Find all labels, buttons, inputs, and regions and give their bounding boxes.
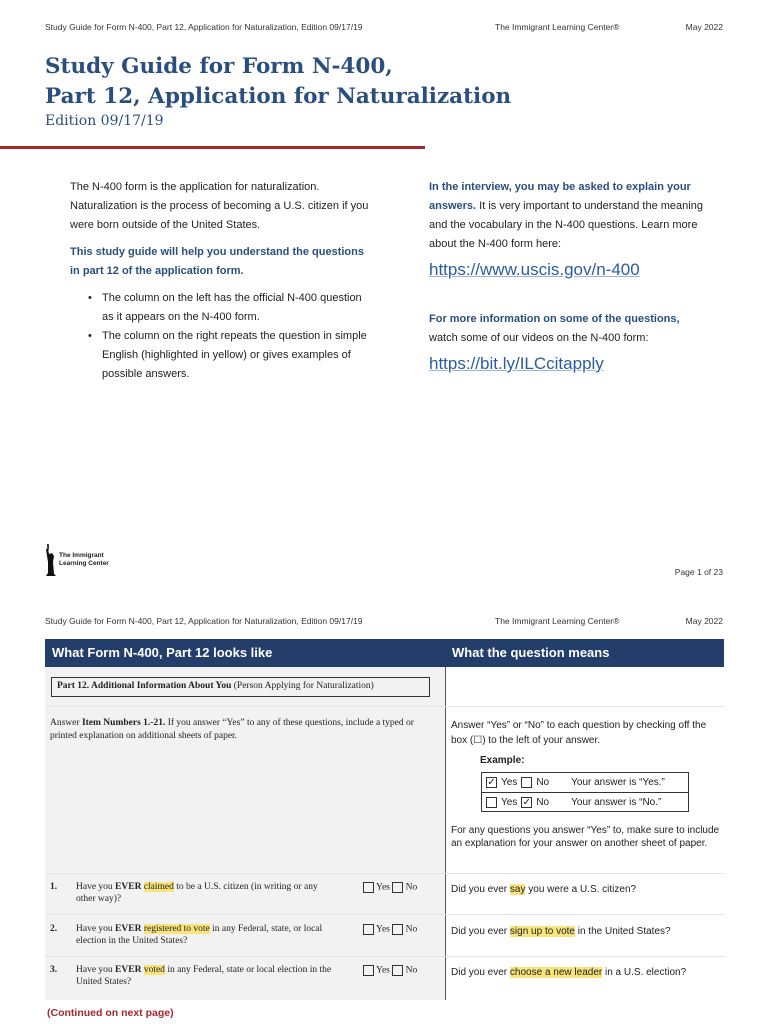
- question-number: 3.: [50, 965, 58, 975]
- yes-checkbox[interactable]: [363, 965, 374, 976]
- example-no-label: No: [536, 796, 550, 808]
- yes-label: Yes: [376, 965, 390, 976]
- question-number: 2.: [50, 924, 58, 934]
- table-header: [45, 639, 724, 667]
- example-label: Example:: [480, 755, 525, 766]
- yes-no-options: [363, 882, 417, 894]
- explanation-note: For any questions you answer “Yes” to, make sure to include an explanation for your answer on another sheet of paper.: [451, 825, 720, 849]
- interview-paragraph: [429, 178, 724, 254]
- header-date: May 2022: [685, 616, 723, 626]
- highlighted-term: voted: [143, 965, 165, 975]
- logo-line-2: Learning Center: [59, 560, 109, 567]
- column-divider: [445, 667, 446, 1000]
- part-title-rest: (Person Applying for Naturalization): [231, 681, 374, 691]
- intro-highlight: This study guide will help you understand the questions in part 12 of the application form.: [70, 246, 364, 277]
- interview-rest: It is very important to understand the meaning and the vocabulary in the N-400 questions. Learn more about the N-400 form here:: [429, 200, 703, 250]
- header-doc-title: Study Guide for Form N-400, Part 12, Application for Naturalization, Edition 09/17/19: [45, 22, 363, 32]
- yes-label: Yes: [376, 882, 390, 893]
- yes-checkbox[interactable]: [363, 924, 374, 935]
- checkbox-checked-icon: ✓: [522, 796, 532, 808]
- row-separator: [45, 914, 724, 915]
- example-yes-label: Yes: [501, 776, 518, 788]
- ilc-video-link[interactable]: https://bit.ly/ILCcitapply: [429, 354, 604, 373]
- example-yes-label: Yes: [501, 796, 518, 808]
- example-answer: Your answer is “Yes.”: [571, 776, 665, 788]
- no-label: No: [405, 924, 418, 935]
- instr-pre: Answer: [50, 718, 82, 728]
- videos-rest: watch some of our videos on the N-400 form:: [429, 332, 649, 344]
- yes-label: Yes: [376, 924, 390, 935]
- no-label: No: [405, 965, 418, 976]
- bullet-item: • The column on the right repeats the question in simple English (highlighted in yellow) or gives examples of possible answers.: [88, 327, 370, 384]
- logo-text: [59, 552, 109, 568]
- row-separator: [45, 706, 724, 707]
- title-line-1: Study Guide for Form N-400,: [45, 54, 393, 79]
- instructions-simple: Answer “Yes” or “No” to each question by checking off the box (☐) to the left of your answer.: [451, 720, 707, 746]
- no-label: No: [405, 882, 418, 893]
- question-meaning: Did you ever sign up to vote in the United States?: [451, 926, 671, 937]
- intro-left-column: [70, 178, 370, 384]
- document-title: [45, 52, 511, 112]
- column-header-meaning: What the question means: [452, 645, 610, 660]
- yes-checkbox[interactable]: [363, 882, 374, 893]
- question-meaning: Did you ever choose a new leader in a U.S. election?: [451, 967, 687, 978]
- question-text: Have you EVER registered to vote in any Federal, state, or local election in the United States?: [76, 924, 323, 946]
- highlighted-term: say: [509, 884, 526, 895]
- highlighted-term: claimed: [143, 882, 174, 892]
- checkbox-icon: [486, 797, 497, 808]
- example-answer: Your answer is “No.”: [571, 796, 662, 808]
- intro-right-column: [429, 178, 724, 376]
- no-checkbox[interactable]: [392, 924, 403, 935]
- logo-line-1: The Immigrant: [59, 552, 104, 559]
- page-number: Page 1 of 23: [674, 567, 723, 577]
- question-text: Have you EVER voted in any Federal, state or local election in the United States?: [76, 965, 332, 987]
- checkbox-icon: [521, 777, 532, 788]
- no-checkbox[interactable]: [392, 965, 403, 976]
- instr-bold: Item Numbers 1.-21.: [81, 718, 166, 728]
- question-meaning: Did you ever say you were a U.S. citizen?: [451, 884, 637, 895]
- checkbox-checked-icon: ✓: [487, 776, 496, 788]
- header-date: May 2022: [685, 22, 723, 32]
- highlighted-term: choose a new leader: [509, 967, 603, 978]
- yes-no-options: [363, 924, 417, 936]
- videos-bold: For more information on some of the questions,: [429, 313, 680, 325]
- question-number: 1.: [50, 882, 58, 892]
- intro-paragraph: The N-400 form is the application for naturalization. Naturalization is the process of becoming a U.S. citizen if you were born outside of the United States.: [70, 181, 369, 231]
- part-title-bold: Part 12. Additional Information About You: [57, 681, 232, 691]
- header-org: The Immigrant Learning Center®: [495, 616, 620, 626]
- highlighted-term: registered to vote: [143, 924, 210, 934]
- highlighted-term: sign up to vote: [509, 926, 575, 937]
- column-header-form: What Form N-400, Part 12 looks like: [52, 645, 273, 660]
- statue-of-liberty-icon: [45, 544, 57, 576]
- header-doc-title: Study Guide for Form N-400, Part 12, Application for Naturalization, Edition 09/17/19: [45, 616, 363, 626]
- example-row-no: [486, 793, 661, 811]
- bullet-item: • The column on the left has the official N-400 question as it appears on the N-400 form.: [88, 289, 370, 327]
- row-separator: [45, 873, 724, 874]
- title-line-2: Part 12, Application for Naturalization: [45, 84, 512, 109]
- instr-rest: If you answer “Yes” to any of these questions, include a typed or printed explanation on additional sheets of paper.: [50, 718, 414, 741]
- ilc-logo: [45, 544, 109, 576]
- edition-label: Edition 09/17/19: [45, 113, 164, 129]
- uscis-link[interactable]: https://www.uscis.gov/n-400: [429, 260, 640, 279]
- header-org: The Immigrant Learning Center®: [495, 22, 620, 32]
- yes-no-options: [363, 965, 417, 977]
- title-divider: [0, 146, 425, 149]
- videos-paragraph: [429, 310, 724, 348]
- example-row-yes: [486, 773, 665, 791]
- example-box: [481, 772, 689, 812]
- row-separator: [45, 956, 724, 957]
- question-text: Have you EVER claimed to be a U.S. citizen (in writing or any other way)?: [76, 882, 318, 904]
- part-12-title-box: [51, 677, 430, 697]
- no-checkbox[interactable]: [392, 882, 403, 893]
- intro-bullets: [88, 289, 370, 384]
- instructions-official: [50, 717, 435, 743]
- interview-bold: In the interview, you may be asked to explain your answers.: [429, 181, 691, 212]
- example-no-label: No: [536, 776, 550, 788]
- continued-notice: (Continued on next page): [47, 1007, 174, 1019]
